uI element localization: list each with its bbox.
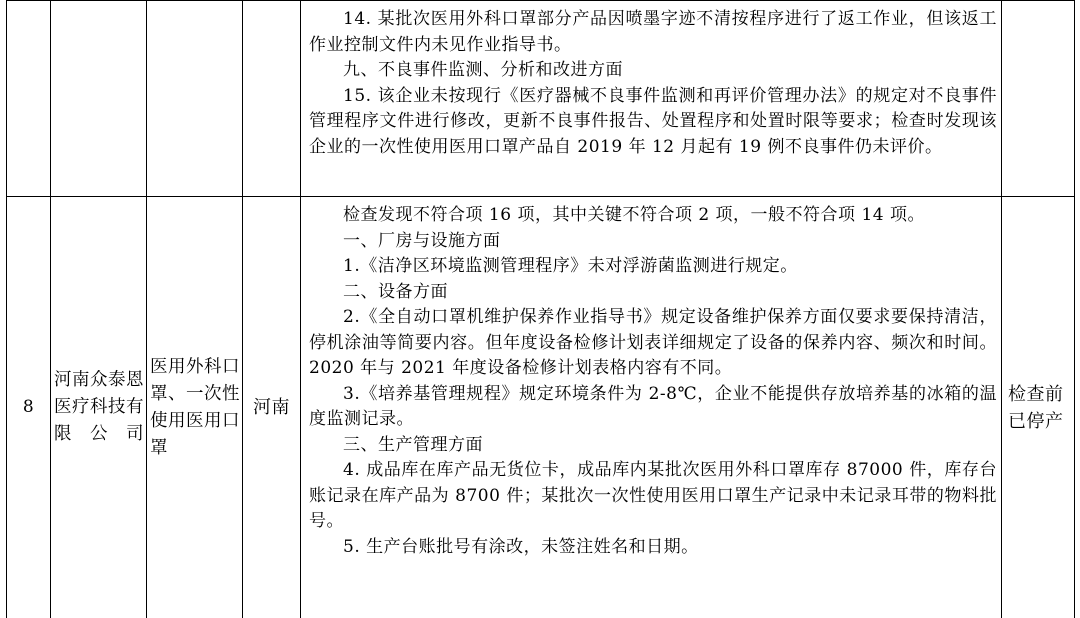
issue-section-heading: 一、厂房与设施方面 bbox=[343, 230, 501, 251]
table-row-8 bbox=[7, 197, 1075, 618]
region: 河南 bbox=[243, 197, 301, 618]
no-cell-empty bbox=[7, 1, 51, 197]
issue-section-heading: 三、生产管理方面 bbox=[343, 434, 483, 455]
product-cell-empty bbox=[147, 1, 243, 197]
company-name: 河南众泰恩医疗科技有限公司 bbox=[51, 197, 147, 618]
action-taken: 检查前已停产 bbox=[1002, 197, 1075, 618]
company-cell-empty bbox=[51, 1, 147, 197]
issue-section-heading: 二、设备方面 bbox=[343, 281, 448, 302]
issue-paragraph: 1.《洁净区环境监测管理程序》未对浮游菌监测进行规定。 bbox=[343, 256, 798, 276]
issue-summary: 检查发现不符合项 16 项，其中关键不符合项 2 项，一般不符合项 14 项。 bbox=[343, 205, 926, 225]
issue-paragraph: 2.《全自动口罩机维护保养作业指导书》规定设备维护保养方面仅要求要保持清洁，停机涂油等简要内容。但年度设备检修计划表详细规定了设备的保养内容、频次和时间。2020 年与 2021 年度设备检修计划表格内容有不同。 bbox=[309, 307, 997, 378]
issue-paragraph: 14. 某批次医用外科口罩部分产品因喷墨字迹不清按程序进行了返工作业，但该返工作业控制文件内未见作业指导书。 bbox=[309, 9, 997, 55]
issue-paragraph: 3.《培养基管理规程》规定环境条件为 2-8℃，企业不能提供存放培养基的冰箱的温度监测记录。 bbox=[309, 383, 997, 429]
issues-cell-row-8 bbox=[301, 197, 1002, 618]
issue-paragraph: 15. 该企业未按现行《医疗器械不良事件监测和再评价管理办法》的规定对不良事件管理程序文件进行修改，更新不良事件报告、处置程序和处置时限等要求；检查时发现该企业的一次性使用医用口罩产品自 2019 年 12 月起有 19 例不良事件仍未评价。 bbox=[309, 85, 997, 157]
region-cell-empty bbox=[243, 1, 301, 197]
inspection-results-table bbox=[6, 0, 1075, 618]
issues-cell-previous bbox=[301, 1, 1002, 197]
action-cell-empty bbox=[1002, 1, 1075, 197]
table-row-previous bbox=[7, 1, 1075, 197]
row-number: 8 bbox=[7, 197, 51, 618]
issue-paragraph: 5. 生产台账批号有涂改，未签注姓名和日期。 bbox=[343, 536, 699, 557]
issue-paragraph: 4. 成品库在库产品无货位卡，成品库内某批次医用外科口罩库存 87000 件，库存台账记录在库产品为 8700 件；某批次一次性使用医用口罩生产记录中未记录耳带的物料批号。 bbox=[309, 460, 997, 531]
product-name: 医用外科口罩、一次性使用医用口罩 bbox=[147, 197, 243, 618]
issue-section-heading: 九、不良事件监测、分析和改进方面 bbox=[343, 60, 623, 80]
